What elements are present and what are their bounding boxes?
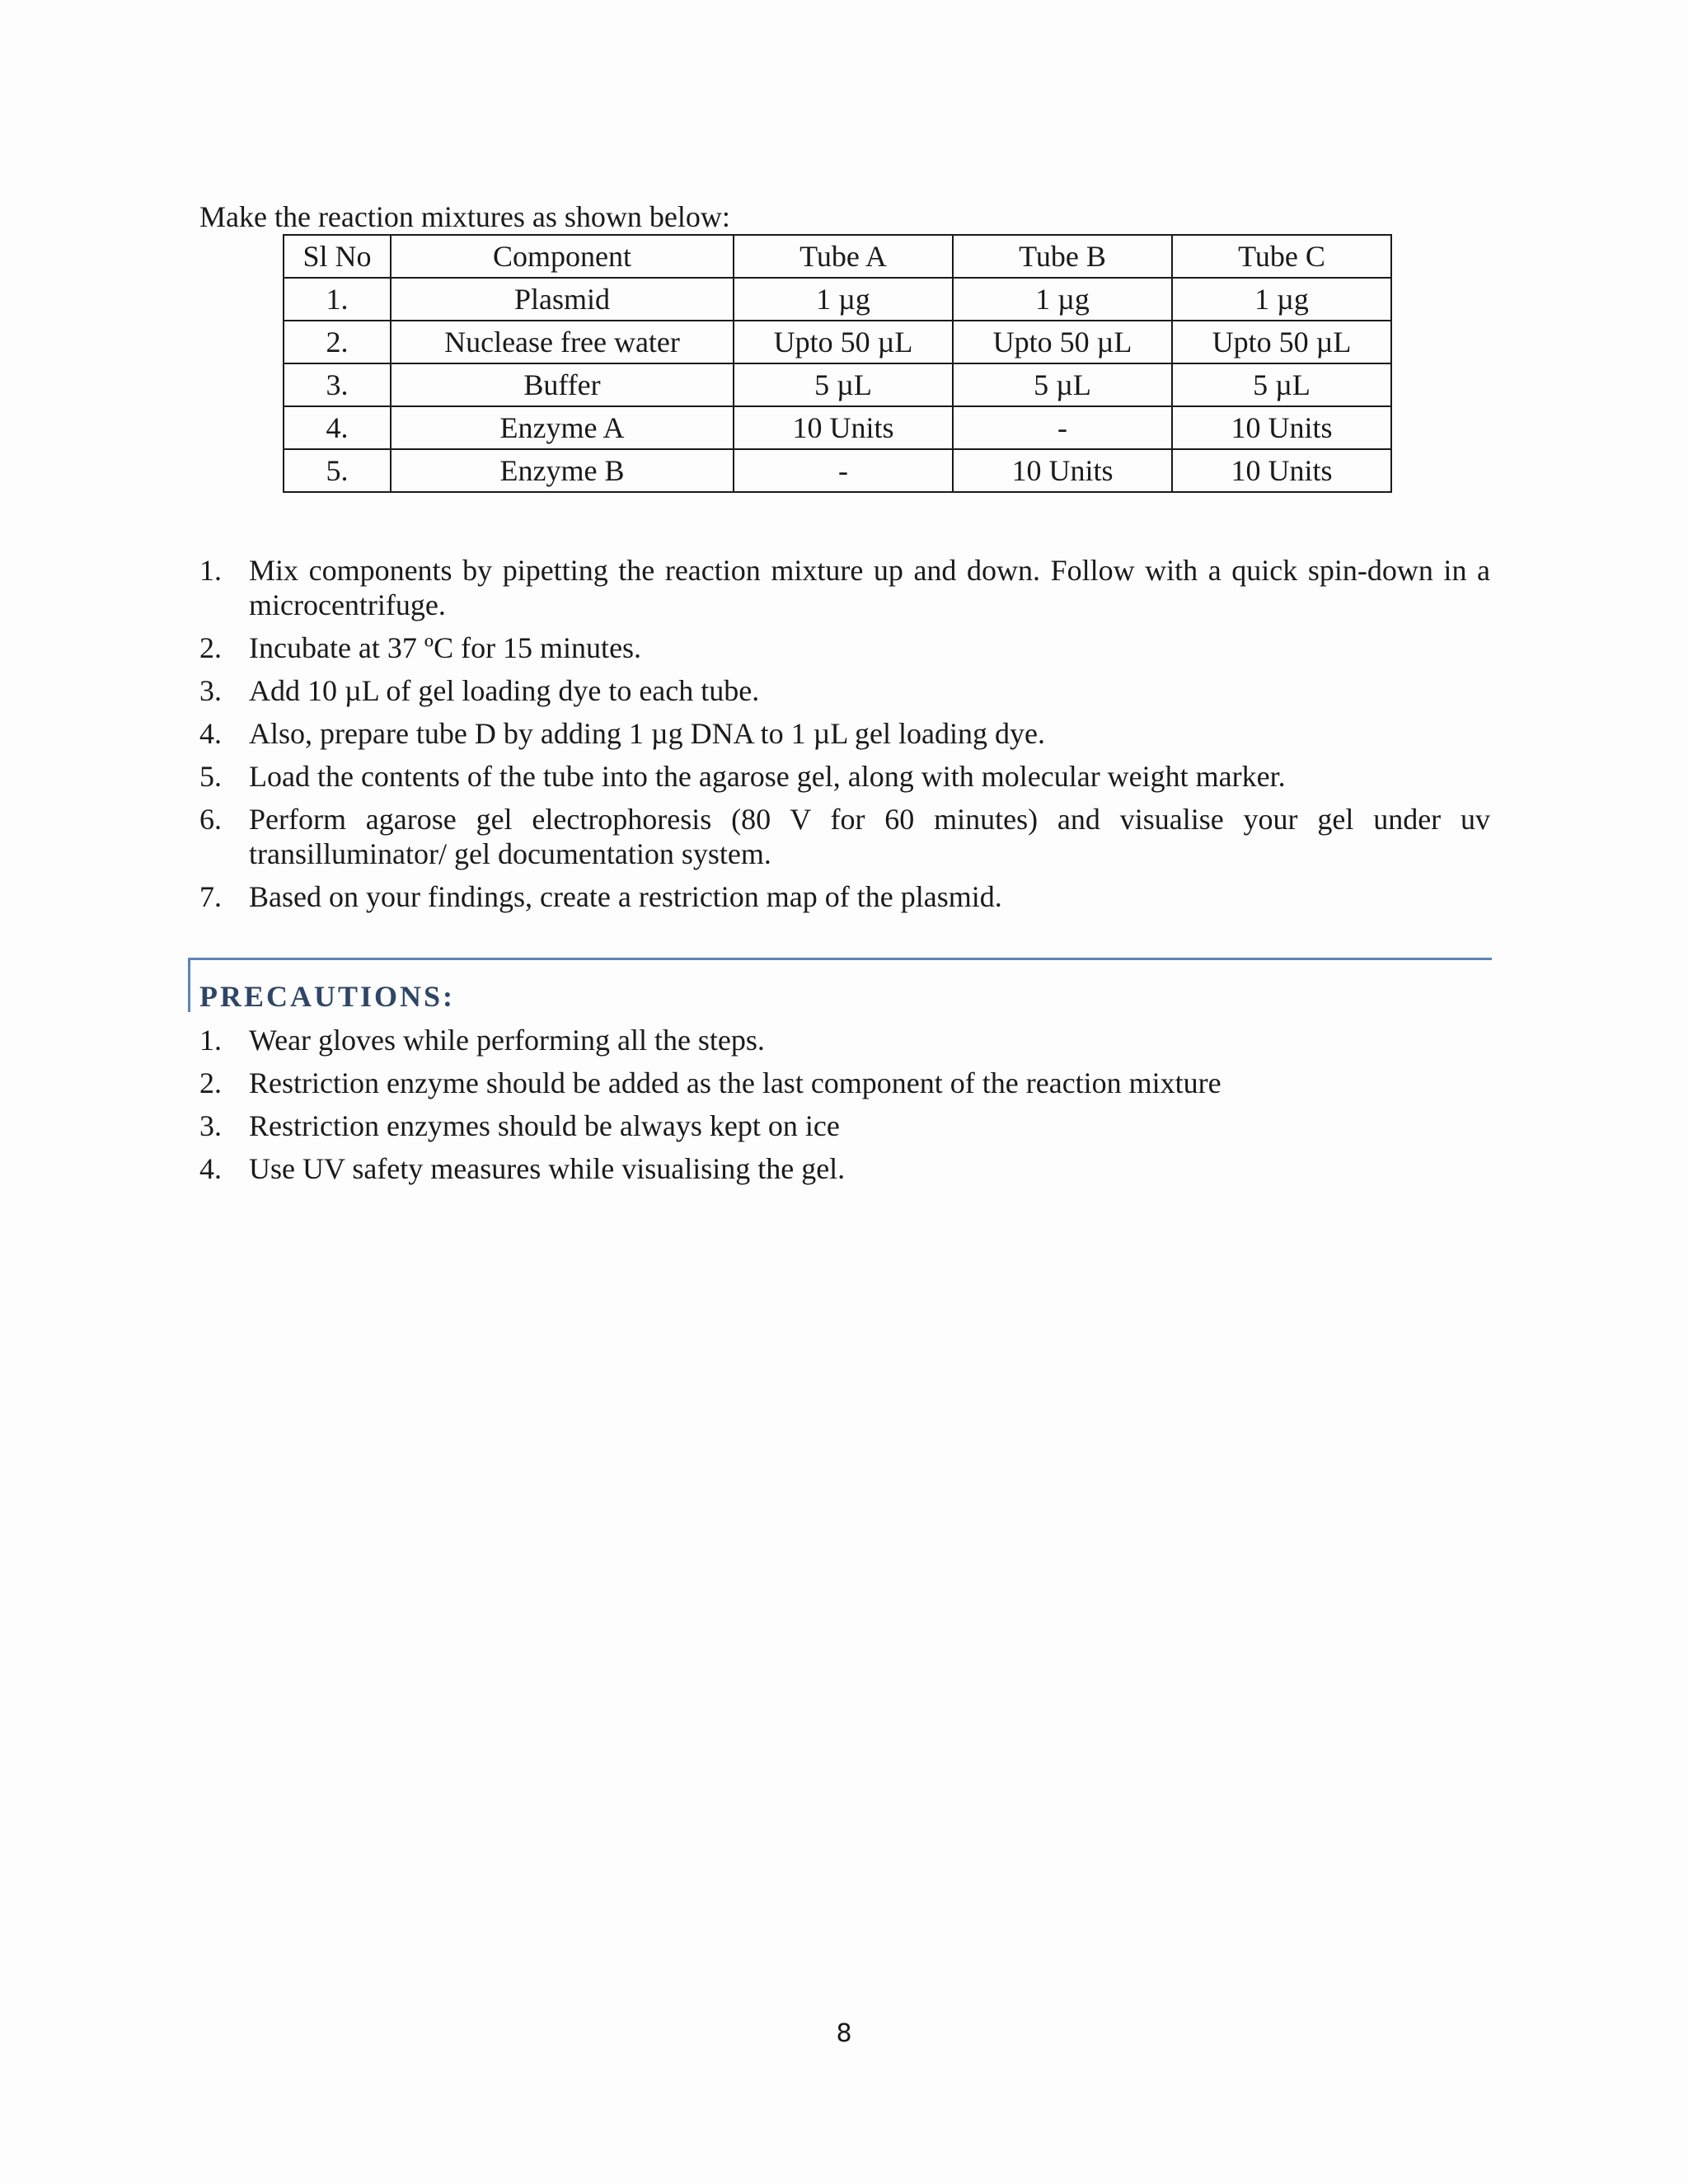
list-item-number: 3.: [199, 674, 222, 707]
list-item-number: 4.: [199, 717, 222, 750]
table-cell: 10 Units: [734, 406, 953, 449]
table-row: [284, 363, 1391, 406]
table-cell: 5 µL: [953, 363, 1172, 406]
list-item-text: Restriction enzymes should be always kept on ice: [249, 1109, 840, 1142]
list-item: [199, 1066, 1490, 1100]
table-cell: Upto 50 µL: [734, 321, 953, 363]
list-item-number: 4.: [199, 1152, 222, 1185]
list-item: [199, 802, 1490, 871]
table-cell: 1 µg: [953, 278, 1172, 321]
list-item-number: 2.: [199, 631, 222, 664]
page-number: 8: [836, 2019, 852, 2048]
table-cell: 5 µL: [1172, 363, 1391, 406]
list-item: [199, 1108, 1490, 1143]
table-cell: Upto 50 µL: [1172, 321, 1391, 363]
list-item: [199, 630, 1490, 665]
table-header-row: [284, 235, 1391, 278]
header-tube-c: Tube C: [1172, 235, 1391, 278]
list-item: [199, 716, 1490, 751]
list-item: [199, 1023, 1490, 1057]
table-cell: 10 Units: [953, 449, 1172, 492]
intro-text: Make the reaction mixtures as shown below:: [199, 200, 730, 233]
table-cell: -: [734, 449, 953, 492]
table-cell: 1.: [284, 278, 391, 321]
table-cell: 5 µL: [734, 363, 953, 406]
table-row: [284, 406, 1391, 449]
list-item: [199, 879, 1490, 914]
procedure-steps-list: [199, 553, 1490, 922]
list-item-text: Wear gloves while performing all the steps.: [249, 1024, 765, 1057]
list-item: [199, 1151, 1490, 1186]
table-row: [284, 278, 1391, 321]
list-item: [199, 553, 1490, 622]
list-item-number: 6.: [199, 803, 222, 836]
precautions-list: [199, 1023, 1490, 1194]
table-cell: 1 µg: [1172, 278, 1391, 321]
list-item-text: Mix components by pipetting the reaction mixture up and down. Follow with a quick spin-down in a microcentrifuge.: [249, 554, 1490, 621]
header-tube-a: Tube A: [734, 235, 953, 278]
table-cell: Buffer: [391, 363, 734, 406]
list-item-number: 2.: [199, 1066, 222, 1099]
table-cell: Enzyme B: [391, 449, 734, 492]
list-item-number: 5.: [199, 760, 222, 793]
header-sl-no: Sl No: [284, 235, 391, 278]
list-item-number: 1.: [199, 554, 222, 587]
table-cell: Upto 50 µL: [953, 321, 1172, 363]
table-cell: Nuclease free water: [391, 321, 734, 363]
table-cell: Enzyme A: [391, 406, 734, 449]
list-item-text: Use UV safety measures while visualising the gel.: [249, 1152, 846, 1185]
header-tube-b: Tube B: [953, 235, 1172, 278]
table-cell: 3.: [284, 363, 391, 406]
section-divider: [188, 958, 1492, 960]
header-component: Component: [391, 235, 734, 278]
list-item: [199, 759, 1490, 794]
list-item-number: 1.: [199, 1024, 222, 1057]
table-cell: 10 Units: [1172, 406, 1391, 449]
list-item-text: Restriction enzyme should be added as the last component of the reaction mixture: [249, 1066, 1221, 1099]
table-cell: 2.: [284, 321, 391, 363]
list-item-text: Also, prepare tube D by adding 1 µg DNA to 1 µL gel loading dye.: [249, 717, 1045, 750]
table-cell: 4.: [284, 406, 391, 449]
list-item-number: 3.: [199, 1109, 222, 1142]
precautions-heading: PRECAUTIONS:: [199, 980, 456, 1013]
section-divider-accent: [188, 958, 190, 1012]
table-cell: -: [953, 406, 1172, 449]
table-cell: 1 µg: [734, 278, 953, 321]
list-item-text: Load the contents of the tube into the agarose gel, along with molecular weight marker.: [249, 760, 1286, 793]
list-item-text: Perform agarose gel electrophoresis (80 V for 60 minutes) and visualise your gel under uv transilluminator/ gel documentation system.: [249, 803, 1490, 870]
list-item-text: Based on your findings, create a restriction map of the plasmid.: [249, 880, 1002, 913]
table-cell: 5.: [284, 449, 391, 492]
list-item-text: Incubate at 37 ºC for 15 minutes.: [249, 631, 642, 664]
reaction-mixture-table: [283, 234, 1392, 493]
table-row: [284, 449, 1391, 492]
table-row: [284, 321, 1391, 363]
list-item-text: Add 10 µL of gel loading dye to each tube.: [249, 674, 760, 707]
table-cell: Plasmid: [391, 278, 734, 321]
list-item: [199, 673, 1490, 708]
list-item-number: 7.: [199, 880, 222, 913]
table-cell: 10 Units: [1172, 449, 1391, 492]
